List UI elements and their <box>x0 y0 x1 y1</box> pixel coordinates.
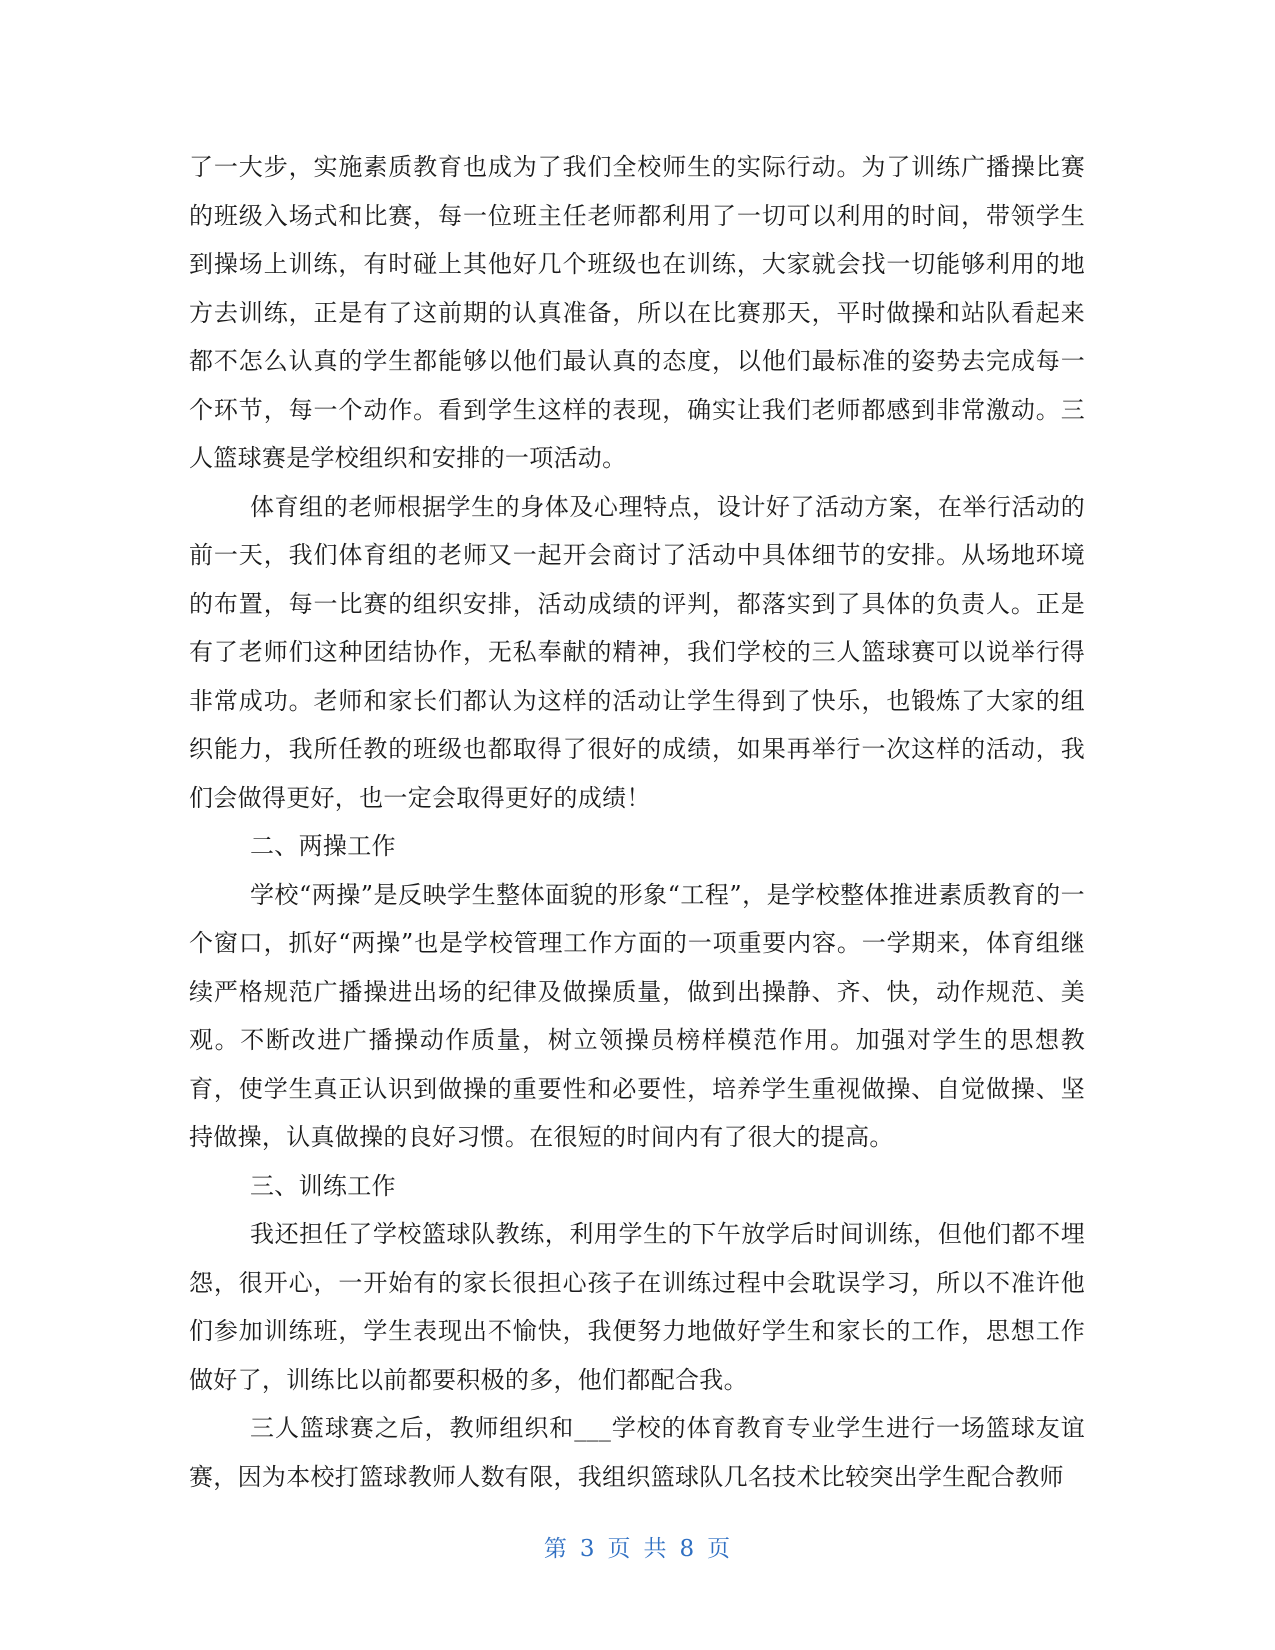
page-footer <box>0 1530 1275 1563</box>
footer-total-pages: 8 <box>679 1536 696 1562</box>
footer-page-word: 页 <box>607 1536 632 1562</box>
paragraph-friendly-match: 三人篮球赛之后，教师组织和___学校的体育教育专业学生进行一场篮球友谊赛，因为本校打篮球教师人数有限，我组织篮球队几名技术比较突出学生配合教师 <box>189 1414 1085 1491</box>
footer-total-prefix: 共 <box>643 1536 668 1562</box>
footer-total-suffix: 页 <box>707 1536 732 1562</box>
section-heading-two-exercises: 二、两操工作 <box>250 832 396 860</box>
footer-current-page: 3 <box>579 1536 596 1562</box>
paragraph-continuation: 了一大步，实施素质教育也成为了我们全校师生的实际行动。为了训练广播操比赛的班级入场式和比赛，每一位班主任老师都利用了一切可以利用的时间，带领学生到操场上训练，有时碰上其他好几个班级也在训练，大家就会找一切能够利用的地方去训练，正是有了这前期的认真准备，所以在比赛那天，平时做操和站队看起来都不怎么认真的学生都能够以他们最认真的态度，以他们最标准的姿势去完成每一个环节，每一个动作。看到学生这样的表现，确实让我们老师都感到非常激动。三人篮球赛是学校组织和安排的一项活动。 <box>189 153 1085 472</box>
paragraph-sports-group: 体育组的老师根据学生的身体及心理特点，设计好了活动方案，在举行活动的前一天，我们体育组的老师又一起开会商讨了活动中具体细节的安排。从场地环境的布置，每一比赛的组织安排，活动成绩的评判，都落实到了具体的负责人。正是有了老师们这种团结协作，无私奉献的精神，我们学校的三人篮球赛可以说举行得非常成功。老师和家长们都认为这样的活动让学生得到了快乐，也锻炼了大家的组织能力，我所任教的班级也都取得了很好的成绩，如果再举行一次这样的活动，我们会做得更好，也一定会取得更好的成绩！ <box>189 492 1085 812</box>
paragraph-two-exercises: 学校“两操”是反映学生整体面貌的形象“工程”，是学校整体推进素质教育的一个窗口，抓好“两操”也是学校管理工作方面的一项重要内容。一学期来，体育组继续严格规范广播操进出场的纪律及做操质量，做到出操静、齐、快，动作规范、美观。不断改进广播操动作质量，树立领操员榜样模范作用。加强对学生的思想教育，使学生真正认识到做操的重要性和必要性，培养学生重视做操、自觉做操、坚持做操，认真做操的良好习惯。在很短的时间内有了很大的提高。 <box>189 880 1085 1151</box>
section-heading-training: 三、训练工作 <box>250 1171 396 1200</box>
paragraph-training: 我还担任了学校篮球队教练，利用学生的下午放学后时间训练，但他们都不埋怨，很开心，一开始有的家长很担心孩子在训练过程中会耽误学习，所以不准许他们参加训练班，学生表现出不愉快，我便努力地做好学生和家长的工作，思想工作做好了，训练比以前都要积极的多，他们都配合我。 <box>189 1220 1085 1394</box>
body-text <box>189 143 1085 1501</box>
footer-prefix: 第 <box>543 1536 568 1562</box>
